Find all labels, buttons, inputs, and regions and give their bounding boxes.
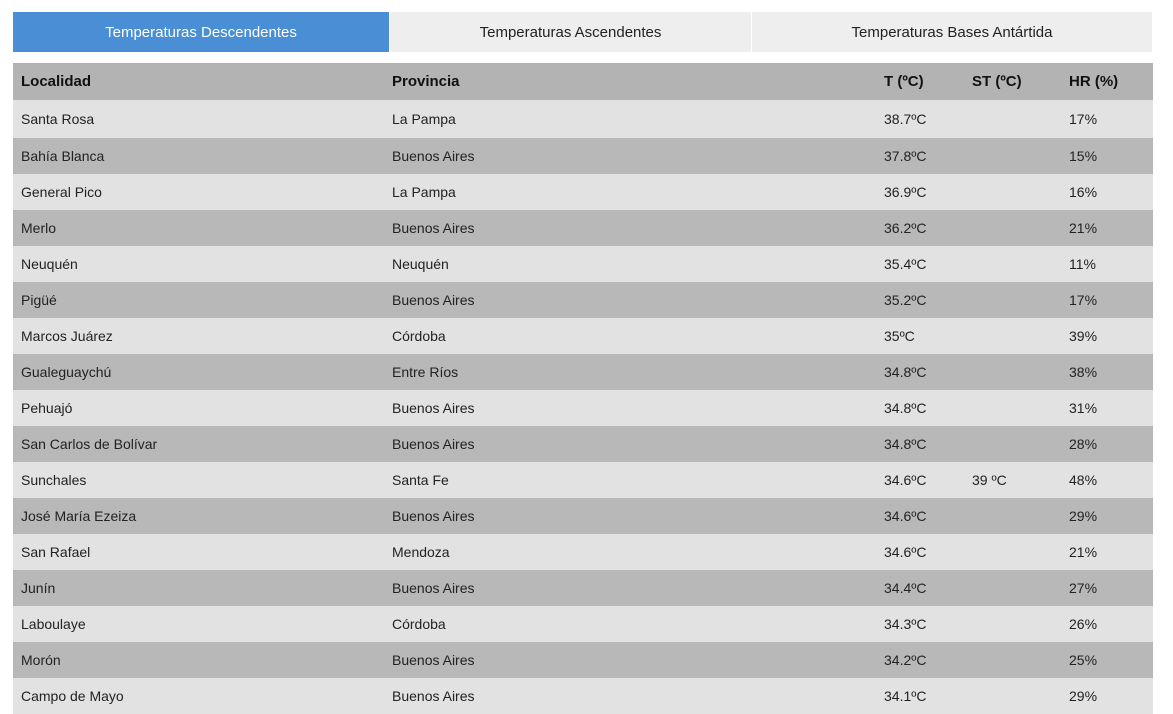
humedad-cell: 17% [1069,111,1098,127]
localidad-cell: San Rafael [21,544,91,560]
table-row [13,390,1153,426]
humedad-cell: 15% [1069,148,1098,164]
header-localidad: Localidad [21,73,92,90]
sensacion-termica-cell [964,318,1061,354]
humedad-cell: 38% [1069,364,1098,380]
provincia-cell: Buenos Aires [392,436,475,452]
table-row [13,498,1153,534]
sensacion-termica-cell [964,174,1061,210]
temperature-cell: 34.2ºC [884,652,927,668]
localidad-cell: Sunchales [21,472,87,488]
localidad-cell: Morón [21,652,61,668]
table-row [13,534,1153,570]
table-row [13,570,1153,606]
provincia-cell: Entre Ríos [392,364,459,380]
table-row [13,138,1153,174]
temperature-cell: 36.2ºC [884,220,927,236]
temperature-cell: 34.1ºC [884,688,927,704]
sensacion-termica-cell [964,606,1061,642]
localidad-cell: Marcos Juárez [21,328,113,344]
sensacion-termica-cell [964,354,1061,390]
localidad-cell: Laboulaye [21,616,86,632]
temperature-cell: 34.8ºC [884,364,927,380]
provincia-cell: La Pampa [392,111,456,127]
temperature-table [13,63,1153,714]
humedad-cell: 26% [1069,616,1098,632]
provincia-cell: La Pampa [392,184,456,200]
humedad-cell: 21% [1069,544,1098,560]
provincia-cell: Buenos Aires [392,400,475,416]
table-body [13,100,1153,714]
table-row [13,210,1153,246]
localidad-cell: Pehuajó [21,400,73,416]
table-row [13,174,1153,210]
sensacion-termica-cell: 39 ºC [972,472,1007,488]
temperature-tabs [13,12,1152,52]
provincia-cell: Santa Fe [392,472,449,488]
provincia-cell: Buenos Aires [392,652,475,668]
humedad-cell: 25% [1069,652,1098,668]
localidad-cell: General Pico [21,184,102,200]
temperature-cell: 34.8ºC [884,436,927,452]
provincia-cell: Córdoba [392,616,446,632]
header-temperature: T (ºC) [884,73,924,90]
table-row [13,678,1153,714]
table-row [13,426,1153,462]
table-row [13,318,1153,354]
table-row [13,282,1153,318]
temperature-cell: 35.2ºC [884,292,927,308]
localidad-cell: Neuquén [21,256,78,272]
temperature-cell: 34.6ºC [884,472,927,488]
humedad-cell: 11% [1069,256,1096,272]
temperature-cell: 34.6ºC [884,544,927,560]
localidad-cell: San Carlos de Bolívar [21,436,158,452]
header-humedad: HR (%) [1069,73,1119,90]
localidad-cell: Junín [21,580,56,596]
sensacion-termica-cell [964,534,1061,570]
humedad-cell: 48% [1069,472,1098,488]
table-row [13,100,1153,138]
localidad-cell: Campo de Mayo [21,688,124,704]
temperature-cell: 34.6ºC [884,508,927,524]
sensacion-termica-cell [964,570,1061,606]
provincia-cell: Córdoba [392,328,446,344]
temperature-cell: 35.4ºC [884,256,927,272]
table-row [13,606,1153,642]
table-row [13,246,1153,282]
humedad-cell: 31% [1069,400,1098,416]
temperature-cell: 35ºC [884,328,915,344]
provincia-cell: Buenos Aires [392,148,475,164]
provincia-cell: Buenos Aires [392,508,475,524]
tab-temperaturas-descendentes[interactable]: Temperaturas Descendentes [13,12,389,52]
provincia-cell: Neuquén [392,256,449,272]
temperature-cell: 34.3ºC [884,616,927,632]
humedad-cell: 17% [1069,292,1098,308]
localidad-cell: Santa Rosa [21,111,95,127]
localidad-cell: Gualeguaychú [21,364,112,380]
tab-temperaturas-ascendentes[interactable]: Temperaturas Ascendentes [389,12,751,52]
humedad-cell: 29% [1069,688,1098,704]
humedad-cell: 21% [1069,220,1098,236]
sensacion-termica-cell [964,210,1061,246]
sensacion-termica-cell [964,138,1061,174]
tab-temperaturas-bases-antartida[interactable]: Temperaturas Bases Antártida [751,12,1152,52]
table-row [13,462,1153,498]
localidad-cell: Pigüé [21,292,57,308]
temperature-cell: 38.7ºC [884,111,927,127]
provincia-cell: Buenos Aires [392,220,475,236]
localidad-cell: Bahía Blanca [21,148,105,164]
humedad-cell: 16% [1069,184,1098,200]
header-provincia: Provincia [392,73,460,90]
temperature-cell: 36.9ºC [884,184,927,200]
sensacion-termica-cell [964,678,1061,714]
localidad-cell: Merlo [21,220,57,236]
sensacion-termica-cell [964,390,1061,426]
provincia-cell: Buenos Aires [392,292,475,308]
sensacion-termica-cell [964,282,1061,318]
provincia-cell: Buenos Aires [392,688,475,704]
sensacion-termica-cell [964,642,1061,678]
sensacion-termica-cell [964,426,1061,462]
temperature-cell: 34.8ºC [884,400,927,416]
temperature-cell: 37.8ºC [884,148,927,164]
provincia-cell: Mendoza [392,544,450,560]
sensacion-termica-cell [964,498,1061,534]
humedad-cell: 28% [1069,436,1098,452]
sensacion-termica-cell [964,100,1061,138]
table-row [13,354,1153,390]
humedad-cell: 27% [1069,580,1098,596]
header-sensacion-termica: ST (ºC) [972,73,1022,90]
sensacion-termica-cell [964,246,1061,282]
table-header-row [13,63,1153,100]
table-row [13,642,1153,678]
localidad-cell: José María Ezeiza [21,508,137,524]
provincia-cell: Buenos Aires [392,580,475,596]
temperature-cell: 34.4ºC [884,580,927,596]
humedad-cell: 39% [1069,328,1098,344]
humedad-cell: 29% [1069,508,1098,524]
